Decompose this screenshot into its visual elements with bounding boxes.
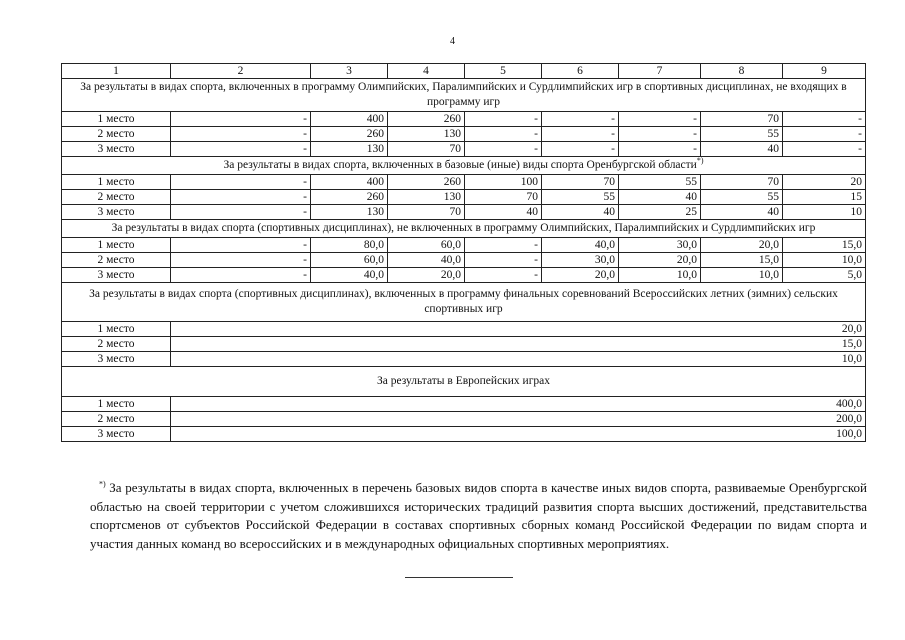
place-cell: 2 место [62,253,171,268]
value-cell: 15,0 [171,337,866,352]
place-cell: 2 место [62,412,171,427]
place-cell: 3 место [62,427,171,442]
value-cell: 15,0 [701,253,783,268]
value-cell: 20,0 [171,322,866,337]
value-cell: - [542,142,619,157]
awards-table [61,63,866,442]
value-cell: - [465,127,542,142]
section-title-row [62,157,866,175]
value-cell: 40 [465,205,542,220]
value-cell: 15 [783,190,866,205]
value-cell: 130 [388,190,465,205]
value-cell: 130 [388,127,465,142]
value-cell: 20,0 [542,268,619,283]
value-cell: - [542,112,619,127]
header-cell: 9 [783,64,866,79]
value-cell: - [171,238,311,253]
table-header-row [62,64,866,79]
section-title-row [62,220,866,238]
value-cell: 10,0 [619,268,701,283]
value-cell: 40 [701,142,783,157]
value-cell: 30,0 [542,253,619,268]
value-cell: 55 [542,190,619,205]
value-cell: 20,0 [388,268,465,283]
header-cell: 4 [388,64,465,79]
header-cell: 3 [311,64,388,79]
value-cell: 40,0 [388,253,465,268]
value-cell: - [619,127,701,142]
value-cell: 260 [311,190,388,205]
value-cell: 20 [783,175,866,190]
place-cell: 2 место [62,190,171,205]
table-row [62,142,866,157]
header-cell: 2 [171,64,311,79]
table-row [62,268,866,283]
value-cell: 400 [311,112,388,127]
value-cell: 55 [701,190,783,205]
value-cell: 70 [542,175,619,190]
table-row [62,427,866,442]
table-row [62,352,866,367]
section-title-row [62,367,866,397]
section-title: За результаты в Европейских играх [62,367,866,397]
section-title: За результаты в видах спорта, включенных в программу Олимпийских, Паралимпийских и Сурдлимпийских игр в спортивных дисциплинах, не входящих в программу игр [62,79,866,112]
value-cell: 70 [701,175,783,190]
table-row [62,238,866,253]
table-row [62,412,866,427]
value-cell: 260 [388,112,465,127]
value-cell: - [171,112,311,127]
table-row [62,322,866,337]
section-title: За результаты в видах спорта (спортивных дисциплинах), не включенных в программу Олимпийских, Паралимпийских и Сурдлимпийских игр [62,220,866,238]
value-cell: 70 [388,205,465,220]
value-cell: 30,0 [619,238,701,253]
header-cell: 5 [465,64,542,79]
section-title-text: За результаты в видах спорта, включенных в базовые (иные) виды спорта Оренбургской области [223,159,697,171]
place-cell: 1 место [62,397,171,412]
place-cell: 3 место [62,352,171,367]
value-cell: - [171,142,311,157]
value-cell: 10 [783,205,866,220]
value-cell: - [465,238,542,253]
value-cell: - [171,175,311,190]
footnote-mark: *) [99,479,106,489]
value-cell: - [783,142,866,157]
value-cell: 20,0 [619,253,701,268]
table-row [62,205,866,220]
place-cell: 2 место [62,337,171,352]
value-cell: - [783,112,866,127]
value-cell: - [783,127,866,142]
table-row [62,175,866,190]
value-cell: - [171,253,311,268]
value-cell: - [619,142,701,157]
header-cell: 8 [701,64,783,79]
value-cell: 70 [388,142,465,157]
table-row [62,112,866,127]
value-cell: - [619,112,701,127]
table-row [62,127,866,142]
table-row [62,190,866,205]
value-cell: - [171,205,311,220]
value-cell: 15,0 [783,238,866,253]
place-cell: 3 место [62,205,171,220]
value-cell: 25 [619,205,701,220]
footnote [90,479,867,553]
place-cell: 2 место [62,127,171,142]
value-cell: 10,0 [171,352,866,367]
page-number: 4 [450,36,455,47]
value-cell: 130 [311,205,388,220]
value-cell: 55 [619,175,701,190]
value-cell: 10,0 [783,253,866,268]
place-cell: 1 место [62,175,171,190]
value-cell: - [171,190,311,205]
header-cell: 6 [542,64,619,79]
value-cell: 70 [701,112,783,127]
value-cell: 70 [465,190,542,205]
value-cell: 60,0 [311,253,388,268]
value-cell: - [465,112,542,127]
place-cell: 3 место [62,142,171,157]
value-cell: 100,0 [171,427,866,442]
value-cell: 40,0 [542,238,619,253]
value-cell: 130 [311,142,388,157]
header-cell: 1 [62,64,171,79]
header-cell: 7 [619,64,701,79]
value-cell: 40 [542,205,619,220]
table-row [62,337,866,352]
value-cell: 10,0 [701,268,783,283]
value-cell: 40,0 [311,268,388,283]
section-title-row [62,79,866,112]
footnote-mark: *) [696,156,704,166]
value-cell: - [542,127,619,142]
value-cell: - [171,127,311,142]
value-cell: 5,0 [783,268,866,283]
value-cell: 260 [311,127,388,142]
value-cell: 400,0 [171,397,866,412]
value-cell: - [465,268,542,283]
section-title: За результаты в видах спорта (спортивных дисциплинах), включенных в программу финальных соревнований Всероссийских летних (зимних) сельских спортивных игр [62,283,866,322]
place-cell: 1 место [62,112,171,127]
place-cell: 1 место [62,238,171,253]
value-cell: 400 [311,175,388,190]
section-title-row [62,283,866,322]
value-cell: 55 [701,127,783,142]
value-cell: 260 [388,175,465,190]
footnote-text: За результаты в видах спорта, включенных в перечень базовых видов спорта в качестве иных видов спорта, развиваемые Оренбургской областью на своей территории с учетом сложившихся исторических традиций развития спорта высших достижений, представительства спортсменов от субъектов Российской Федерации в составах спортивных сборных команд Российской Федерации по видам спорта и участия данных команд во всероссийских и в международных официальных спортивных мероприятиях. [90,480,867,551]
value-cell: - [465,253,542,268]
section-title [62,157,866,175]
value-cell: 60,0 [388,238,465,253]
place-cell: 3 место [62,268,171,283]
place-cell: 1 место [62,322,171,337]
value-cell: 80,0 [311,238,388,253]
value-cell: 40 [619,190,701,205]
value-cell: - [171,268,311,283]
table-row [62,253,866,268]
value-cell: 200,0 [171,412,866,427]
table-row [62,397,866,412]
footnote-divider [405,577,513,578]
value-cell: - [465,142,542,157]
value-cell: 20,0 [701,238,783,253]
value-cell: 40 [701,205,783,220]
value-cell: 100 [465,175,542,190]
